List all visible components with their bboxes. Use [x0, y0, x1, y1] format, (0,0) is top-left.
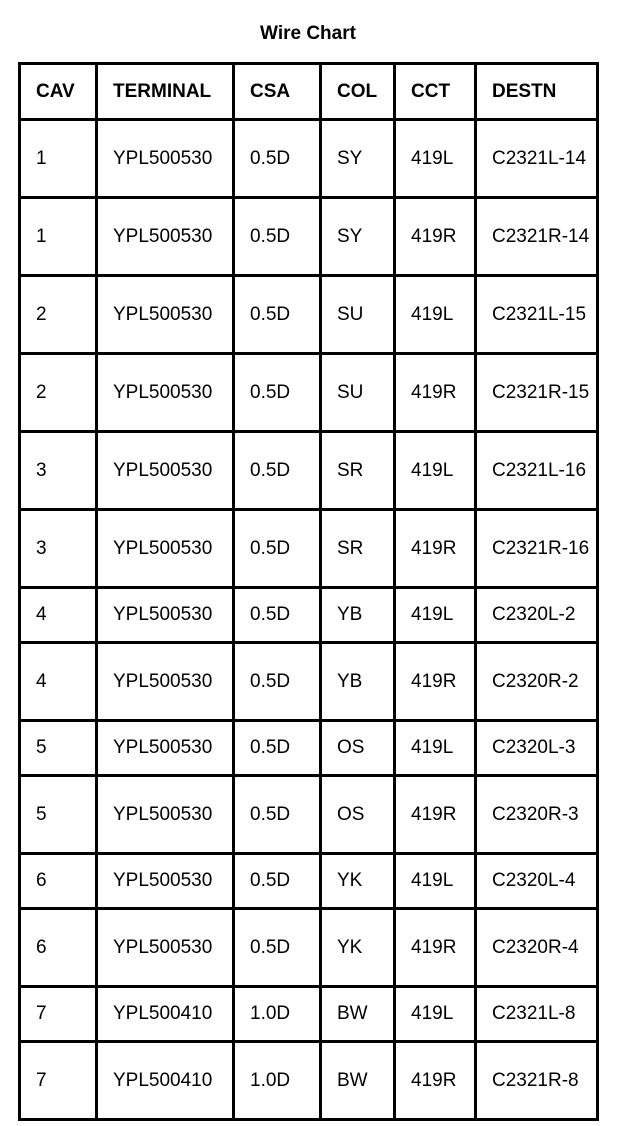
header-col: COL: [321, 64, 395, 120]
cell-cct: 419R: [395, 909, 476, 987]
cell-col: YK: [321, 909, 395, 987]
cell-col: SY: [321, 120, 395, 198]
cell-terminal: YPL500530: [97, 643, 234, 721]
cell-cav: 5: [20, 776, 97, 854]
cell-cav: 6: [20, 854, 97, 909]
cell-csa: 0.5D: [234, 721, 321, 776]
table-row: [20, 354, 598, 432]
cell-cct: 419L: [395, 987, 476, 1042]
cell-cct: 419R: [395, 198, 476, 276]
cell-cct: 419L: [395, 854, 476, 909]
cell-col: OS: [321, 776, 395, 854]
cell-cct: 419R: [395, 776, 476, 854]
cell-col: YK: [321, 854, 395, 909]
cell-terminal: YPL500530: [97, 276, 234, 354]
wire-chart-table: [18, 62, 599, 1121]
cell-csa: 0.5D: [234, 776, 321, 854]
cell-destn: C2321L-16: [476, 432, 598, 510]
cell-cct: 419R: [395, 510, 476, 588]
cell-col: SU: [321, 354, 395, 432]
cell-cav: 1: [20, 120, 97, 198]
cell-terminal: YPL500530: [97, 354, 234, 432]
cell-cav: 3: [20, 432, 97, 510]
cell-destn: C2320R-2: [476, 643, 598, 721]
cell-destn: C2320L-3: [476, 721, 598, 776]
cell-col: YB: [321, 588, 395, 643]
table-row: [20, 776, 598, 854]
cell-csa: 0.5D: [234, 432, 321, 510]
table-row: [20, 276, 598, 354]
header-terminal: TERMINAL: [97, 64, 234, 120]
cell-col: SU: [321, 276, 395, 354]
cell-col: OS: [321, 721, 395, 776]
cell-destn: C2320R-4: [476, 909, 598, 987]
table-row: [20, 198, 598, 276]
cell-csa: 0.5D: [234, 854, 321, 909]
table-row: [20, 721, 598, 776]
cell-cav: 6: [20, 909, 97, 987]
cell-col: BW: [321, 987, 395, 1042]
cell-destn: C2321R-8: [476, 1042, 598, 1120]
chart-title: Wire Chart: [260, 23, 356, 44]
header-destn: DESTN: [476, 64, 598, 120]
cell-destn: C2321L-14: [476, 120, 598, 198]
cell-cct: 419L: [395, 276, 476, 354]
cell-csa: 0.5D: [234, 909, 321, 987]
cell-terminal: YPL500530: [97, 120, 234, 198]
table-row: [20, 120, 598, 198]
header-cav: CAV: [20, 64, 97, 120]
cell-destn: C2321R-15: [476, 354, 598, 432]
table-row: [20, 588, 598, 643]
cell-terminal: YPL500410: [97, 987, 234, 1042]
cell-terminal: YPL500530: [97, 588, 234, 643]
header-csa: CSA: [234, 64, 321, 120]
cell-cav: 2: [20, 276, 97, 354]
cell-terminal: YPL500410: [97, 1042, 234, 1120]
cell-col: SR: [321, 510, 395, 588]
header-cct: CCT: [395, 64, 476, 120]
cell-terminal: YPL500530: [97, 776, 234, 854]
cell-csa: 1.0D: [234, 1042, 321, 1120]
cell-cav: 4: [20, 643, 97, 721]
cell-cct: 419R: [395, 643, 476, 721]
cell-csa: 0.5D: [234, 354, 321, 432]
cell-col: BW: [321, 1042, 395, 1120]
cell-cav: 7: [20, 987, 97, 1042]
table-row: [20, 854, 598, 909]
table-row: [20, 987, 598, 1042]
cell-destn: C2321R-14: [476, 198, 598, 276]
cell-cav: 4: [20, 588, 97, 643]
cell-cav: 3: [20, 510, 97, 588]
cell-csa: 1.0D: [234, 987, 321, 1042]
table-row: [20, 510, 598, 588]
cell-col: SY: [321, 198, 395, 276]
cell-csa: 0.5D: [234, 120, 321, 198]
cell-destn: C2320R-3: [476, 776, 598, 854]
cell-cav: 2: [20, 354, 97, 432]
cell-csa: 0.5D: [234, 198, 321, 276]
table-row: [20, 1042, 598, 1120]
cell-destn: C2321L-8: [476, 987, 598, 1042]
cell-terminal: YPL500530: [97, 432, 234, 510]
cell-cct: 419L: [395, 721, 476, 776]
cell-terminal: YPL500530: [97, 854, 234, 909]
cell-destn: C2320L-2: [476, 588, 598, 643]
cell-cct: 419L: [395, 588, 476, 643]
cell-col: SR: [321, 432, 395, 510]
cell-cav: 7: [20, 1042, 97, 1120]
cell-terminal: YPL500530: [97, 198, 234, 276]
cell-csa: 0.5D: [234, 588, 321, 643]
cell-col: YB: [321, 643, 395, 721]
cell-cct: 419L: [395, 120, 476, 198]
cell-csa: 0.5D: [234, 510, 321, 588]
cell-csa: 0.5D: [234, 276, 321, 354]
cell-cav: 1: [20, 198, 97, 276]
cell-terminal: YPL500530: [97, 721, 234, 776]
table-row: [20, 909, 598, 987]
cell-cct: 419R: [395, 1042, 476, 1120]
cell-destn: C2320L-4: [476, 854, 598, 909]
cell-cct: 419R: [395, 354, 476, 432]
cell-destn: C2321L-15: [476, 276, 598, 354]
header-row: [20, 64, 598, 120]
cell-cct: 419L: [395, 432, 476, 510]
table-row: [20, 643, 598, 721]
table-row: [20, 432, 598, 510]
cell-terminal: YPL500530: [97, 909, 234, 987]
cell-destn: C2321R-16: [476, 510, 598, 588]
cell-csa: 0.5D: [234, 643, 321, 721]
cell-cav: 5: [20, 721, 97, 776]
cell-terminal: YPL500530: [97, 510, 234, 588]
